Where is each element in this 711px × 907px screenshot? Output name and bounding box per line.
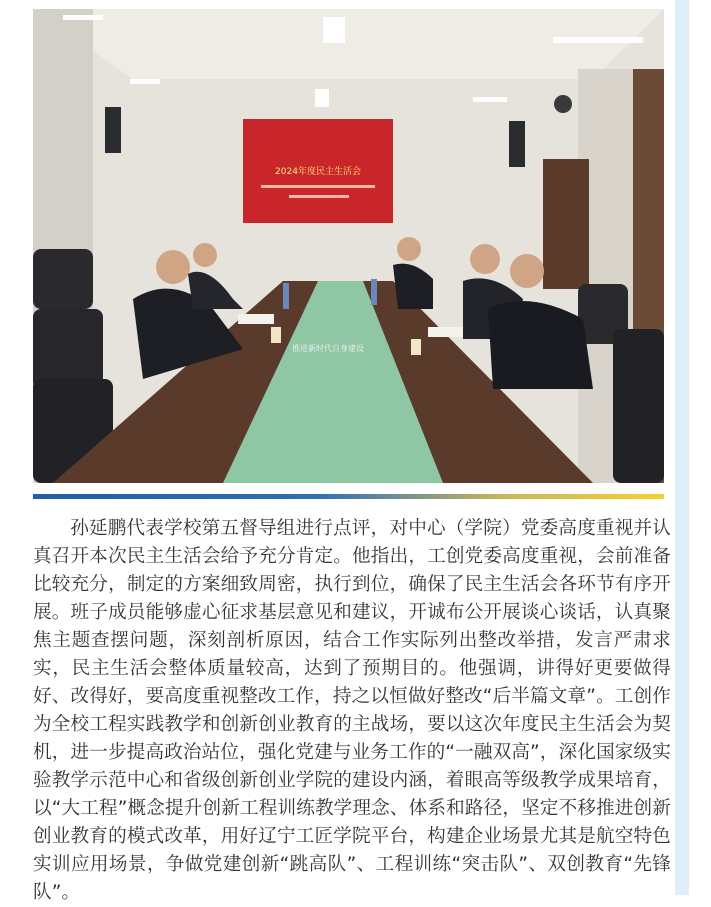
water-bottle bbox=[283, 283, 289, 309]
water-bottle bbox=[371, 279, 377, 305]
speaker bbox=[509, 121, 525, 167]
cup bbox=[271, 327, 281, 343]
ceiling-light bbox=[473, 97, 507, 102]
article-body bbox=[33, 515, 671, 907]
wall-clock bbox=[554, 95, 572, 113]
section-divider bbox=[33, 494, 664, 499]
chair bbox=[33, 249, 93, 309]
article-paragraph: 孙延鹏代表学校第五督导组进行点评，对中心（学院）党委高度重视并认真召开本次民主生活会给予充分肯定。他指出，工创党委高度重视，会前准备比较充分，制定的方案细致周密，执行到位，确保了民主生活会各环节有序开展。班子成员能够虚心征求基层意见和建议，开诚布公开展谈心谈话，认真聚焦主题查摆问题，深刻剖析原因，结合工作实际列出整改举措，发言严肃求实，民主生活会整体质量较高，达到了预期目的。他强调，讲得好更要做得好、改得好，要高度重视整改工作，持之以恒做好整改“后半篇文章”。工创作为全校工程实践教学和创新创业教育的主战场，要以这次年度民主生活会为契机，进一步提高政治站位，强化党建与业务工作的“一融双高”，深化国家级实验教学示范中心和省级创新创业学院的建设内涵，着眼高等级教学成果培育，以“大工程”概念提升创新工程训练教学理念、体系和路径，坚定不移推进创新创业教育的模式改革，用好辽宁工匠学院平台，构建企业场景尤其是航空特色实训应用场景，争做党建创新“跳高队”、工程训练“突击队”、双创教育“先锋队”。 bbox=[33, 518, 671, 903]
cup bbox=[411, 339, 421, 355]
person-head bbox=[193, 243, 217, 267]
person-head bbox=[510, 254, 544, 288]
paper bbox=[238, 314, 274, 324]
paper bbox=[428, 327, 468, 337]
speaker bbox=[105, 107, 121, 153]
ceiling-light bbox=[130, 79, 160, 84]
screen-date-line bbox=[289, 195, 349, 198]
person-head bbox=[397, 237, 421, 261]
ceiling-light bbox=[315, 89, 329, 107]
ceiling-light bbox=[323, 17, 345, 43]
table-banner: 推进新时代自身建设 bbox=[292, 344, 364, 353]
door bbox=[543, 159, 589, 289]
meeting-photo bbox=[33, 9, 664, 483]
screen-subtitle-line bbox=[261, 185, 375, 188]
person-head bbox=[156, 250, 190, 284]
side-bar bbox=[675, 0, 689, 895]
ceiling bbox=[33, 9, 664, 79]
ceiling-light bbox=[63, 15, 103, 20]
person-head bbox=[470, 244, 500, 274]
chair bbox=[613, 329, 664, 483]
meeting-photo-illustration bbox=[33, 9, 664, 483]
screen-title: 2024年度民主生活会 bbox=[275, 167, 361, 177]
ceiling-light bbox=[553, 37, 643, 43]
chair bbox=[33, 309, 103, 389]
